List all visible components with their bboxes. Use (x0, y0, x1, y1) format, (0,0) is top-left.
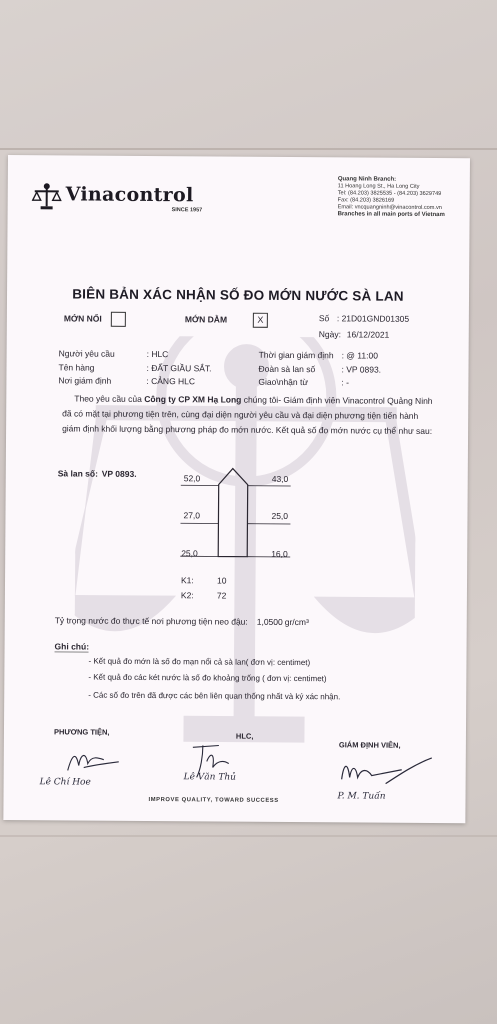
document-title: BIÊN BẢN XÁC NHẬN SỐ ĐO MỚN NƯỚC SÀ LAN (72, 286, 404, 304)
draft-fwd-left: 52,0 (183, 473, 201, 484)
draft-fwd-right: 43,0 (271, 473, 289, 484)
k2-label: K2: (180, 590, 194, 601)
company-name: Công ty CP XM Hạ Long (144, 393, 242, 405)
barge-label: Sà lan số: (57, 468, 98, 479)
branch-line: Fax: (84.203) 3826169 (337, 197, 395, 204)
so-label: Số (318, 313, 330, 324)
draft-aft-right: 16,0 (271, 548, 288, 559)
doan-sa-lan-label: Đoàn sà lan số (258, 363, 316, 375)
k1-label: K1: (181, 575, 194, 586)
branch-footer: Branches in all main ports of Vietnam (337, 211, 445, 219)
sig-right-title: GIÁM ĐỊNH VIÊN, (338, 740, 401, 750)
giao-nhan-label: Giao\nhận từ (258, 376, 309, 388)
branch-line: Tel: (84.203) 3825535 - (84.203) 3629749 (337, 190, 442, 198)
floor-tile-line (0, 835, 497, 837)
branch-title: Quang Ninh Branch: (337, 176, 397, 183)
intro-paragraph: Theo yêu cầu của Công ty CP XM Hạ Long chúng tôi- Giám định viên Vinacontrol Quảng Ninh đã có mặt tại phương tiện trên, cùng đại diện người yêu cầu và đại diện phương tiện tiến hành giám định khối lượng bằng phương pháp đo mớn nước. Kết quả số đo mớn nước cụ thể như sau: (62, 393, 433, 436)
sig-right-name: P. M. Tuấn (337, 791, 386, 802)
branch-info (338, 176, 446, 219)
noi-giam-dinh-value: : CẢNG HLC (146, 375, 196, 387)
draft-mid-left: 27,0 (183, 510, 201, 521)
floor-tile-line (0, 148, 497, 150)
note-item: - Các số đo trên đã được các bên liên quan thống nhất và ký xác nhận. (88, 690, 341, 702)
logo-since: SINCE 1957 (171, 207, 203, 214)
document-paper (3, 155, 470, 823)
ngay-label: Ngày: (318, 329, 342, 340)
density-unit: gr/cm³ (284, 616, 309, 628)
k1-value: 10 (216, 575, 227, 586)
doan-sa-lan-value: : VP 0893. (341, 364, 382, 375)
ten-hang-label: Tên hàng (58, 362, 95, 373)
note-item: - Kết quả đo các két nước là số đo khoảng trống ( đơn vị: centimet) (88, 672, 327, 684)
thoi-gian-label: Thời gian giám định (258, 349, 334, 361)
noi-giam-dinh-label: Nơi giám định (58, 375, 112, 386)
density-label: Tỷ trọng nước đo thực tế nơi phương tiện neo đậu: (54, 615, 248, 627)
density-value: 1,0500 (256, 616, 283, 627)
nguoi-yeu-cau-value: : HLC (146, 348, 169, 360)
thoi-gian-value: : @ 11:00 (341, 350, 379, 361)
draft-mid-right: 25,0 (271, 510, 289, 521)
sig-left-name: Lê Chí Hoe (39, 777, 91, 788)
branch-line: Email: vncquangninh@vinacontrol.com.vn (337, 204, 442, 212)
so-value: : 21D01GND01305 (336, 313, 410, 324)
ngay-value: 16/12/2021 (346, 329, 390, 340)
logo-text: Vinacontrol (65, 183, 194, 207)
signature-right-icon (336, 753, 436, 790)
signature-left-icon (64, 745, 124, 775)
draft-aft-left: 25,0 (181, 548, 198, 559)
giao-nhan-value: : - (341, 377, 350, 388)
ten-hang-value: : ĐẤT GIẦU SẮT. (146, 362, 212, 374)
mon-dam-label: MỚN DẰM (184, 314, 228, 325)
notes-title: Ghi chú: (54, 641, 90, 652)
sig-mid-name: Lê Văn Thủ (183, 772, 236, 783)
note-item: - Kết quả đo mớn là số đo mạn nổi cả sà lan( đơn vị: centimet) (88, 656, 311, 668)
barge-outline (218, 468, 248, 556)
nguoi-yeu-cau-label: Người yêu cầu (58, 348, 115, 359)
branch-line: 11 Hoang Long St., Ha Long City (337, 183, 420, 190)
mon-noi-label: MỚN NỔI (63, 313, 102, 324)
logo-scales-icon (32, 181, 62, 211)
sig-left-title: PHƯƠNG TIỆN, (53, 727, 110, 737)
footer-slogan: IMPROVE QUALITY, TOWARD SUCCESS (148, 796, 279, 804)
barge-value: VP 0893. (101, 468, 137, 479)
sig-mid-title: HLC, (235, 731, 254, 741)
k2-value: 72 (216, 590, 227, 601)
mon-dam-checkbox: X (253, 313, 268, 328)
mon-noi-checkbox (111, 312, 126, 327)
